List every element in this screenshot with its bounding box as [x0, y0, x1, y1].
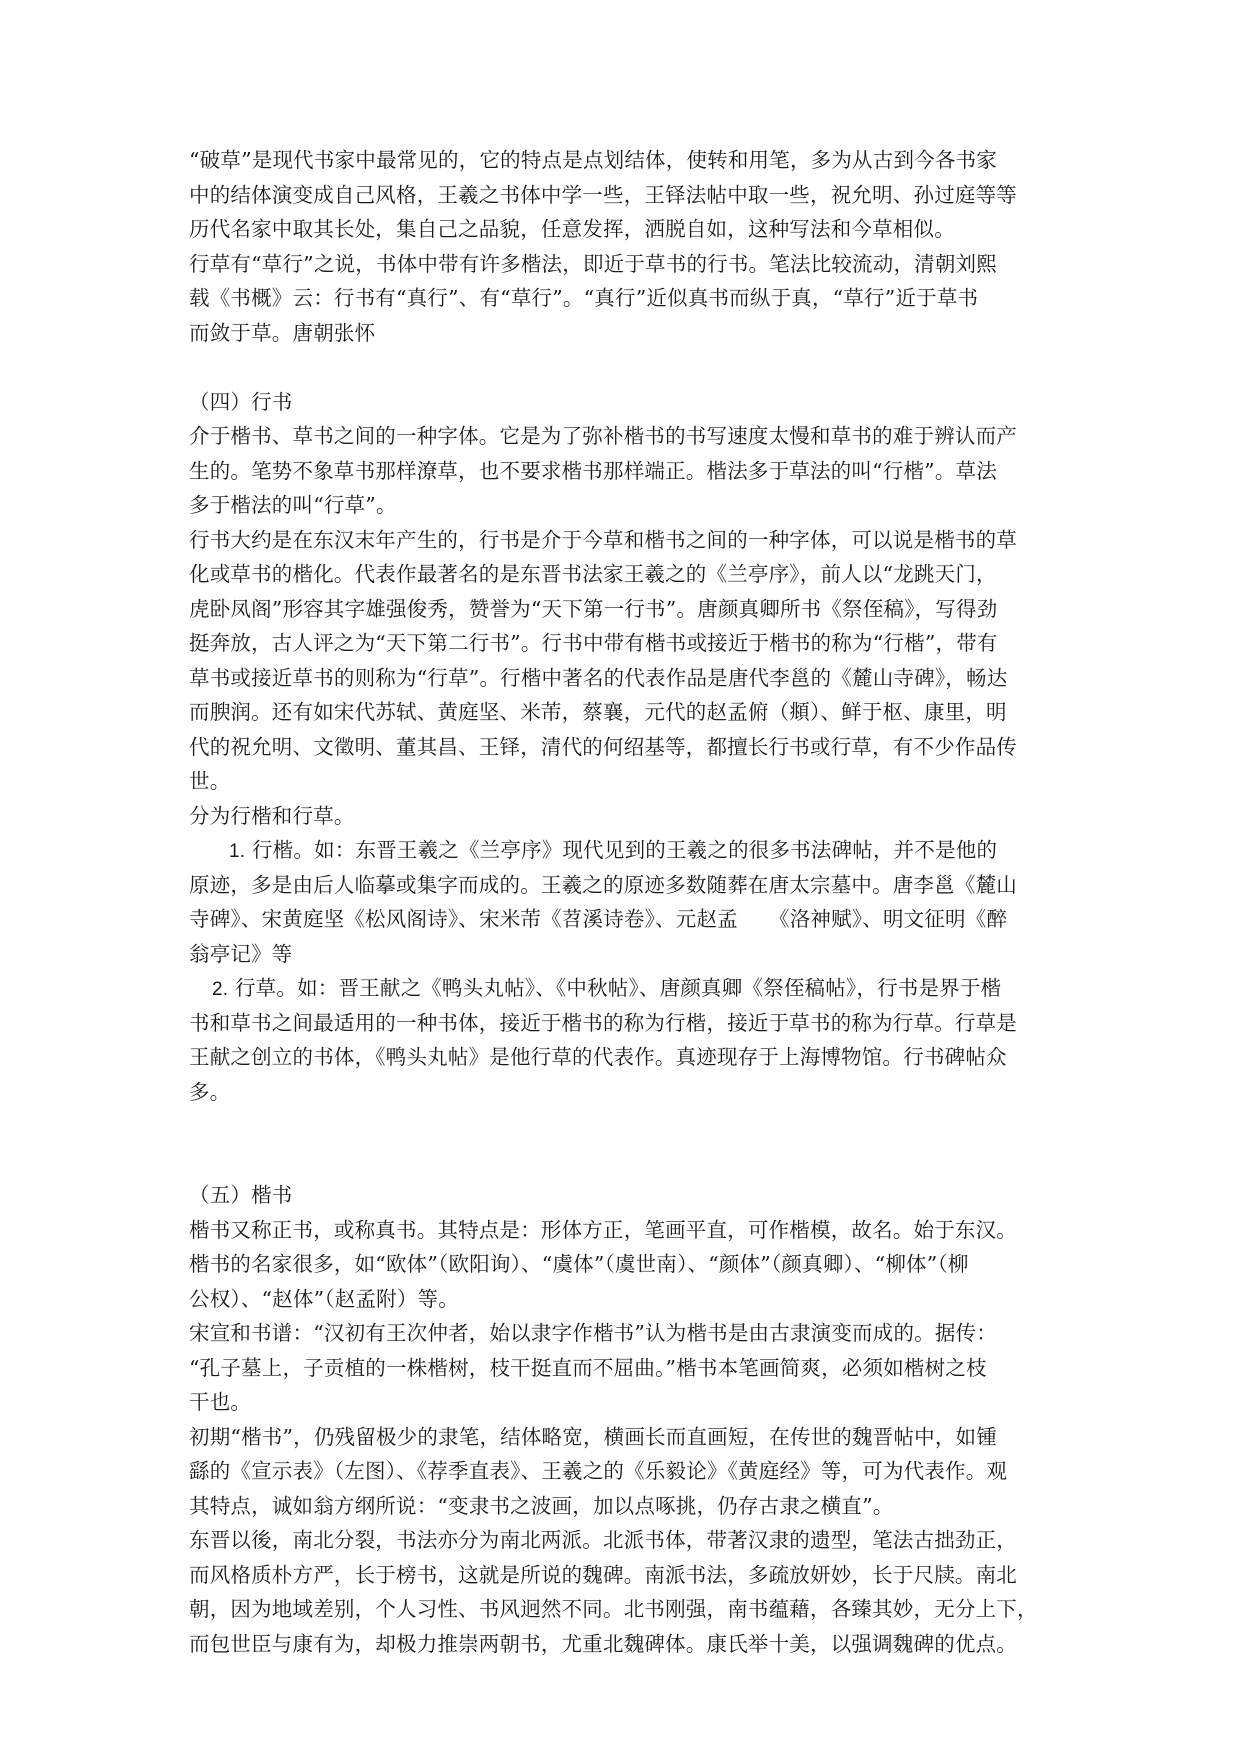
text-line: 原迹，多是由后人临摹或集字而成的。王羲之的原迹多数随葬在唐太宗墓中。唐李邕《麓山 [189, 872, 1017, 897]
text-line: “破草”是现代书家中最常见的，它的特点是点划结体，使转和用笔，多为从古到今各书家 [189, 148, 997, 172]
list-number: 2. [212, 979, 229, 1000]
paragraph [189, 523, 1059, 799]
text-line: 虎卧凤阁”形容其字雄强俊秀，赞誉为“天下第一行书”。唐颜真卿所书《祭侄稿》，写得劲 [189, 596, 998, 621]
paragraph [189, 799, 1059, 834]
text-line: 载《书概》云：行书有“真行”、有“草行”。“真行”近似真书而纵于真，“草行”近于草书 [189, 286, 979, 310]
section-heading: （四）行书 [189, 389, 293, 414]
text-line: 朝，因为地域差别，个人习性、书风迥然不同。北书刚强，南书蕴藉，各臻其妙，无分上下， [189, 1597, 1038, 1621]
text-line: “孔子墓上，子贡植的一株楷树，枝干挺直而不屈曲。”楷书本笔画简爽，必须如楷树之枝 [189, 1355, 987, 1380]
paragraph [189, 1316, 1059, 1420]
text-line: 中的结体演变成自己风格，王羲之书体中学一些，王铎法帖中取一些，祝允明、孙过庭等等 [189, 182, 1017, 207]
text-line: 干也。 [189, 1390, 252, 1414]
text-line: 而风格质朴方严，长于榜书，这就是所说的魏碑。南派书法，多疏放妍妙，长于尺牍。南北 [189, 1562, 1017, 1587]
text-line: 介于楷书、草书之间的一种字体。它是为了弥补楷书的书写速度太慢和草书的难于辨认而产 [189, 424, 1017, 448]
section-heading: （五）楷书 [189, 1183, 293, 1207]
list-number: 1. [229, 841, 246, 862]
text-line: 而敛于草。唐朝张怀 [189, 320, 376, 345]
text-line: 行书大约是在东汉末年产生的，行书是介于今草和楷书之间的一种字体，可以说是楷书的草 [189, 527, 1017, 552]
text-line: 历代名家中取其长处，集自己之品貌，任意发挥，洒脱自如，这种写法和今草相似。 [189, 217, 955, 241]
list-line [189, 971, 1059, 1006]
text-line: 楷书又称正书，或称真书。其特点是：形体方正，笔画平直，可作楷模，故名。始于东汉。 [189, 1217, 1017, 1242]
text-line: 翁亭记》等 [189, 941, 293, 966]
text-line: 生的。笔势不象草书那样潦草，也不要求楷书那样端正。楷法多于草法的叫“行楷”。草法 [189, 458, 997, 483]
list-line [189, 833, 1059, 868]
text-line: 公权）、“赵体”（赵孟附）等。 [189, 1286, 459, 1311]
text-line: 宋宣和书谱：“汉初有王次仲者，始以隶字作楷书”认为楷书是由古隶演变而成的。据传： [189, 1321, 997, 1345]
numbered-list-item [189, 833, 1059, 971]
paragraph [189, 1420, 1059, 1524]
text-line: 书和草书之间最适用的一种书体，接近于楷书的称为行楷，接近于草书的称为行草。行草是 [189, 1010, 1017, 1035]
text-line: 世。 [189, 769, 231, 793]
text-line: 楷书的名家很多，如“欧体”（欧阳询）、“虞体”（虞世南）、“颜体”（颜真卿）、“柳体”（柳 [189, 1252, 969, 1276]
paragraph [189, 419, 1059, 523]
text-line: 而腴润。还有如宋代苏轼、黄庭坚、米芾，蔡襄，元代的赵孟俯（頫）、鲜于枢、康里，明 [189, 700, 1007, 724]
text-line: 挺奔放，古人评之为“天下第二行书”。行书中带有楷书或接近于楷书的称为“行楷”，带有 [189, 631, 998, 655]
text-line: 东晋以後，南北分裂，书法亦分为南北两派。北派书体，带著汉隶的遗型，笔法古拙劲正， [189, 1528, 1017, 1552]
text-line: 行草。如：晋王献之《鸭头丸帖》、《中秋帖》、唐颜真卿《祭侄稿帖》，行书是界于楷 [234, 976, 1002, 1000]
paragraph [189, 1213, 1059, 1317]
numbered-list-item [189, 971, 1059, 1109]
text-line: 行草有“草行”之说，书体中带有许多楷法，即近于草书的行书。笔法比较流动，清朝刘熙 [189, 251, 997, 276]
text-line: 而包世臣与康有为，却极力推崇两朝书，尤重北魏碑体。康氏举十美，以强调魏碑的优点。 [189, 1631, 1017, 1656]
text-line: 初期“楷书”，仍残留极少的隶笔，结体略宽，横画长而直画短，在传世的魏晋帖中，如锺 [189, 1424, 997, 1449]
blank-spacer [189, 350, 1059, 385]
text-line: 行楷。如：东晋王羲之《兰亭序》现代见到的王羲之的很多书法碑帖，并不是他的 [251, 838, 998, 862]
text-line: 草书或接近草书的则称为“行草”。行楷中著名的代表作品是唐代李邕的《麓山寺碑》，畅达 [189, 665, 1008, 690]
text-line: 化或草书的楷化。代表作最著名的是东晋书法家王羲之的《兰亭序》，前人以“龙跳天门， [189, 562, 997, 586]
text-line: 代的祝允明、文徵明、董其昌、王铎，清代的何绍基等，都擅长行书或行草，有不少作品传 [189, 734, 1017, 759]
blank-spacer [189, 1109, 1059, 1178]
paragraph [189, 247, 1059, 351]
text-line: 分为行楷和行草。 [189, 803, 355, 828]
text-line: 王献之创立的书体，《鸭头丸帖》是他行草的代表作。真迹现存于上海博物馆。行书碑帖众 [189, 1045, 1007, 1069]
text-line: 多于楷法的叫“行草”。 [189, 493, 397, 517]
text-line: 繇的《宣示表》（左图）、《荐季直表》、王羲之的《乐毅论》《黄庭经》等，可为代表作。观 [189, 1459, 1008, 1483]
text-line: 其特点，诚如翁方纲所说：“变隶书之波画，加以点啄挑，仍存古隶之横直”。 [189, 1493, 894, 1518]
paragraph [189, 1523, 1059, 1661]
paragraph [189, 143, 1059, 247]
text-line: 寺碑》、宋黄庭坚《松风阁诗》、宋米芾《苕溪诗卷》、元赵孟 《洛神赋》、明文征明《醉 [189, 907, 1008, 931]
document-page [189, 143, 1059, 1661]
text-line: 多。 [189, 1079, 231, 1104]
